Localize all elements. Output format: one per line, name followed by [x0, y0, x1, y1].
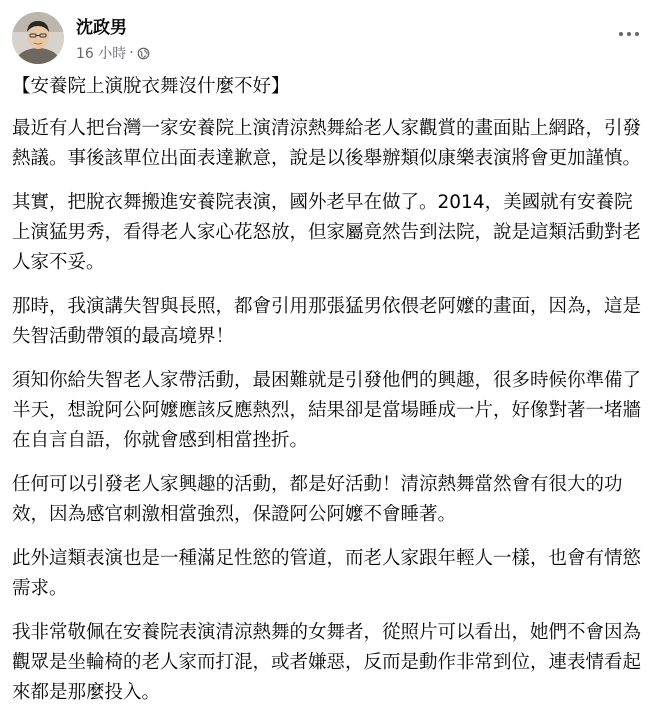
post-title: 【安養院上演脫衣舞沒什麼不好】 [12, 76, 290, 97]
avatar[interactable] [12, 12, 64, 64]
post-paragraph: 我非常敬佩在安養院表演清涼熱舞的女舞者，從照片可以看出，她們不會因為觀眾是坐輪椅的老人家而打混，或者嫌惡，反而是動作非常到位，連表情看起來都是那麼投入。 [12, 622, 642, 703]
post-header [12, 10, 645, 66]
post-meta [76, 43, 150, 63]
more-horizontal-icon [619, 32, 623, 36]
author-name[interactable]: 沈政男 [76, 18, 127, 38]
more-options-button[interactable] [615, 24, 643, 44]
post-body [12, 72, 645, 722]
avatar-image [12, 12, 64, 64]
post-paragraph: 最近有人把台灣一家安養院上演清涼熱舞給老人家觀賞的畫面貼上網路，引發熱議。事後該單位出面表達歉意，說是以後舉辦類似康樂表演將會更加謹慎。 [12, 118, 642, 169]
post-paragraph: 須知你給失智老人家帶活動，最困難就是引發他們的興趣，很多時候你準備了半天，想說阿公阿嬤應該反應熱烈，結果卻是當場睡成一片，好像對著一堵牆在自言自語，你就會感到相當挫折。 [12, 370, 642, 451]
post-paragraph: 那時，我演講失智與長照，都會引用那張猛男依偎老阿嬤的畫面，因為，這是失智活動帶領的最高境界！ [12, 296, 642, 347]
meta-separator: · [129, 45, 134, 61]
post-paragraph: 此外這類表演也是一種滿足性慾的管道，而老人家跟年輕人一樣，也會有情慾需求。 [12, 548, 642, 599]
globe-icon[interactable] [137, 47, 150, 60]
post-paragraph: 任何可以引發老人家興趣的活動，都是好活動！清涼熱舞當然會有很大的功效，因為感官刺激相當強烈，保證阿公阿嬤不會睡著。 [12, 474, 623, 525]
post-time[interactable]: 16 小時 [76, 46, 127, 62]
more-dot [635, 32, 639, 36]
more-dot [627, 32, 631, 36]
post-paragraph: 其實，把脫衣舞搬進安養院表演，國外老早在做了。2014，美國就有安養院上演猛男秀，看得老人家心花怒放，但家屬竟然告到法院，說是這類活動對老人家不妥。 [12, 192, 642, 273]
